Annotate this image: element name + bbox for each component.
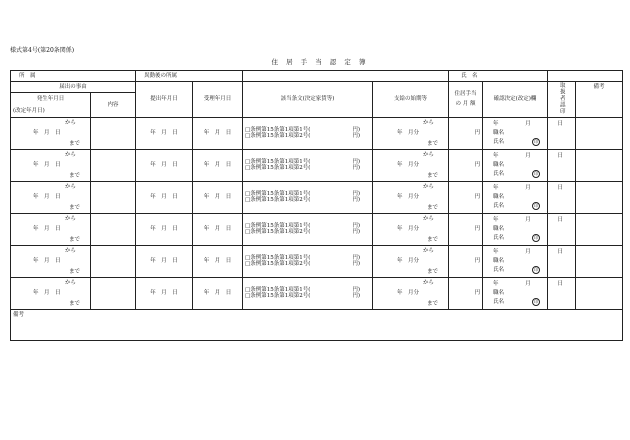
allowance-register-table: [10, 70, 623, 341]
clause-option-1-label: □条例第15条第1項第1号(: [245, 287, 311, 293]
position-label: 職名: [493, 130, 505, 137]
receipt-ymd: 年 月 日: [203, 226, 232, 233]
occurrence-date-cell[interactable]: [11, 277, 91, 309]
name-label-small: 氏名: [493, 235, 505, 242]
monthly-amount-yen: 円: [474, 194, 481, 201]
period-from-label: から: [423, 183, 435, 190]
period-from-label: から: [423, 151, 435, 158]
confirm-month: 月: [525, 121, 531, 128]
confirm-year: 年: [493, 281, 499, 288]
revision-date-label: (改定年月日): [13, 107, 45, 114]
confirm-year: 年: [493, 217, 499, 224]
to-label: まで: [68, 140, 80, 147]
confirm-position: [493, 225, 545, 234]
to-label: まで: [68, 268, 80, 275]
submission-ymd: 年 月 日: [150, 290, 178, 297]
remarks-cell[interactable]: [576, 117, 623, 149]
receipt-date-cell[interactable]: [193, 213, 243, 245]
clause-option-1-label: □条例第15条第1項第1号(: [245, 127, 311, 133]
confirm-year: 年: [493, 249, 499, 256]
period-to-label: まで: [427, 268, 439, 275]
affiliation-row: [11, 71, 623, 82]
confirm-name: [493, 170, 545, 179]
period-to-label: まで: [427, 300, 439, 307]
handler-seal-label: 取扱者認印: [558, 82, 565, 115]
period-from-label: から: [423, 247, 435, 254]
period-ym: 年 月分: [397, 290, 420, 297]
from-label: から: [64, 183, 76, 190]
confirmation-cell[interactable]: [483, 277, 564, 309]
clause-cell: [243, 245, 373, 277]
confirmation-cell[interactable]: [483, 117, 564, 149]
submission-date-cell[interactable]: [136, 277, 193, 309]
data-rows: [11, 117, 623, 309]
period-to-label: まで: [427, 236, 439, 243]
content-cell[interactable]: [91, 181, 136, 213]
clause-header: 該当条文(決定家賃等): [243, 82, 373, 118]
monthly-amount-cell[interactable]: [449, 181, 483, 213]
clause-cell: [243, 213, 373, 245]
to-label: まで: [68, 236, 80, 243]
monthly-amount-cell[interactable]: [449, 277, 483, 309]
clause-option-2[interactable]: [245, 197, 370, 203]
receipt-date-cell[interactable]: [193, 277, 243, 309]
handler-seal-header: [548, 82, 576, 118]
monthly-amount-yen: 円: [474, 258, 481, 265]
from-label: から: [64, 247, 76, 254]
confirmation-cell[interactable]: [483, 213, 564, 245]
clause-option-1-label: □条例第15条第1項第1号(: [245, 255, 311, 261]
clause-option-2[interactable]: [245, 133, 370, 139]
confirm-day: 日: [557, 153, 564, 160]
monthly-amount-cell[interactable]: [449, 245, 483, 277]
name-label-small: 氏名: [493, 299, 505, 306]
clause-option-1-yen: 円): [352, 287, 361, 293]
confirmation-header: 確認決定(改定)欄: [483, 82, 548, 118]
occurrence-ymd: 年 月 日: [33, 258, 61, 265]
from-label: から: [64, 279, 76, 286]
confirm-position: [493, 289, 545, 298]
occurrence-date-cell[interactable]: [11, 117, 91, 149]
confirm-position: [493, 161, 545, 170]
submission-date-cell[interactable]: [136, 117, 193, 149]
confirm-position: [493, 129, 545, 138]
monthly-amount-header: [449, 82, 483, 118]
remarks-header: 備考: [576, 82, 623, 118]
period-ym: 年 月分: [397, 258, 420, 265]
payment-start-cell[interactable]: [373, 277, 449, 309]
clause-option-2[interactable]: [245, 261, 370, 267]
seal-icon: 印: [534, 139, 539, 145]
confirm-name: [493, 202, 545, 211]
clause-option-2-label: □条例第15条第1項第2号(: [245, 165, 311, 172]
clause-option-2-yen: 円): [352, 165, 361, 172]
content-cell[interactable]: [91, 117, 136, 149]
clause-cell: [243, 117, 373, 149]
confirm-day: 日: [557, 249, 564, 256]
clause-option-2-yen: 円): [352, 293, 361, 300]
seal-icon: 印: [534, 267, 539, 273]
clause-option-1-yen: 円): [352, 127, 361, 133]
confirm-year: 年: [493, 153, 499, 160]
occurrence-date-cell[interactable]: [11, 149, 91, 181]
confirm-month: 月: [525, 153, 531, 160]
name-label-small: 氏名: [493, 203, 505, 210]
footer-remarks-cell[interactable]: [11, 309, 623, 340]
monthly-amount-cell[interactable]: [449, 213, 483, 245]
confirm-month: 月: [525, 249, 531, 256]
seal-icon: 印: [534, 203, 539, 209]
occurrence-ymd: 年 月 日: [33, 194, 61, 201]
monthly-amount-cell[interactable]: [449, 117, 483, 149]
position-label: 職名: [493, 290, 505, 297]
clause-option-1-yen: 円): [352, 159, 361, 165]
clause-option-1-label: □条例第15条第1項第1号(: [245, 191, 311, 197]
remarks-cell[interactable]: [576, 213, 623, 245]
period-to-label: まで: [427, 204, 439, 211]
clause-cell: [243, 277, 373, 309]
confirm-name: [493, 138, 545, 147]
submission-date-cell[interactable]: [136, 245, 193, 277]
monthly-amount-line2: の 月 額: [455, 101, 476, 108]
footer-remarks-label: 備考: [13, 311, 25, 318]
occurrence-ymd: 年 月 日: [33, 290, 61, 297]
name-label: 氏 名: [461, 72, 478, 79]
footer-remarks-row: [11, 309, 623, 340]
header-row-1: [11, 82, 623, 93]
confirm-day: 日: [557, 185, 564, 192]
name-label-small: 氏名: [493, 171, 505, 178]
confirm-month: 月: [525, 281, 531, 288]
clause-option-1-label: □条例第15条第1項第1号(: [245, 223, 311, 229]
blank-affiliation-cell[interactable]: [243, 71, 449, 82]
position-label: 職名: [493, 258, 505, 265]
confirm-position: [493, 257, 545, 266]
period-to-label: まで: [427, 172, 439, 179]
receipt-ymd: 年 月 日: [203, 130, 232, 137]
name-value-cell[interactable]: [548, 71, 623, 82]
period-from-label: から: [423, 279, 435, 286]
occurrence-date-cell[interactable]: [11, 213, 91, 245]
submission-ymd: 年 月 日: [150, 194, 178, 201]
affiliation-cell[interactable]: [11, 71, 136, 82]
from-label: から: [64, 151, 76, 158]
clause-cell: [243, 149, 373, 181]
monthly-amount-line1: 住居手当: [454, 91, 477, 98]
confirm-name: [493, 298, 545, 307]
confirm-day: 日: [557, 281, 564, 288]
remarks-cell[interactable]: [576, 245, 623, 277]
confirm-day: 日: [557, 121, 564, 128]
period-from-label: から: [423, 119, 435, 126]
position-label: 職名: [493, 194, 505, 201]
remarks-cell[interactable]: [576, 181, 623, 213]
to-label: まで: [68, 172, 80, 179]
monthly-amount-yen: 円: [474, 162, 481, 169]
payment-start-cell[interactable]: [373, 117, 449, 149]
confirm-day: 日: [557, 217, 564, 224]
clause-option-2-yen: 円): [352, 261, 361, 268]
submission-date-header: 提出年月日: [136, 82, 193, 118]
content-cell[interactable]: [91, 213, 136, 245]
payment-start-cell[interactable]: [373, 181, 449, 213]
clause-option-1-yen: 円): [352, 191, 361, 197]
clause-option-2[interactable]: [245, 229, 370, 235]
clause-option-2-yen: 円): [352, 133, 361, 140]
confirm-year: 年: [493, 185, 499, 192]
occurrence-ymd: 年 月 日: [33, 226, 61, 233]
submission-date-cell[interactable]: [136, 213, 193, 245]
name-label-small: 氏名: [493, 139, 505, 146]
clause-option-2-label: □条例第15条第1項第2号(: [245, 293, 311, 300]
monthly-amount-yen: 円: [474, 290, 481, 297]
occurrence-date-header: [11, 93, 91, 118]
receipt-date-header: 受理年月日: [193, 82, 243, 118]
period-ym: 年 月分: [397, 226, 420, 233]
receipt-ymd: 年 月 日: [203, 194, 232, 201]
clause-option-2-yen: 円): [352, 229, 361, 236]
monthly-amount-yen: 円: [474, 226, 481, 233]
seal-icon: 印: [534, 235, 539, 241]
to-label: まで: [68, 300, 80, 307]
payment-start-header: 支給の始期等: [373, 82, 449, 118]
document-title: 住 居 手 当 認 定 簿: [271, 58, 369, 66]
submission-date-cell[interactable]: [136, 149, 193, 181]
confirm-position: [493, 193, 545, 202]
period-ym: 年 月分: [397, 130, 420, 137]
content-header: 内容: [91, 93, 136, 118]
payment-start-cell[interactable]: [373, 149, 449, 181]
submission-date-cell[interactable]: [136, 181, 193, 213]
occurrence-ymd: 年 月 日: [33, 130, 61, 137]
form-number: 様式第4号(第20条関係): [10, 47, 75, 54]
name-label-small: 氏名: [493, 267, 505, 274]
period-from-label: から: [423, 215, 435, 222]
clause-option-1-yen: 円): [352, 255, 361, 261]
register-row: [11, 277, 623, 309]
confirmation-cell[interactable]: [483, 149, 564, 181]
clause-option-2[interactable]: [245, 293, 370, 299]
receipt-date-cell[interactable]: [193, 149, 243, 181]
payment-start-cell[interactable]: [373, 213, 449, 245]
confirmation-cell[interactable]: [483, 245, 564, 277]
confirm-month: 月: [525, 217, 531, 224]
seal-icon: 印: [534, 299, 539, 305]
register-row: [11, 245, 623, 277]
register-row: [11, 149, 623, 181]
clause-option-1-label: □条例第15条第1項第1号(: [245, 159, 311, 165]
new-affiliation-cell[interactable]: [136, 71, 243, 82]
confirmation-cell[interactable]: [483, 181, 564, 213]
position-label: 職名: [493, 162, 505, 169]
confirm-name: [493, 266, 545, 275]
occurrence-ymd: 年 月 日: [33, 162, 61, 169]
content-cell[interactable]: [91, 277, 136, 309]
remarks-cell[interactable]: [576, 277, 623, 309]
register-row: [11, 117, 623, 149]
new-affiliation-label: 異動後の所属: [144, 72, 178, 79]
from-label: から: [64, 215, 76, 222]
period-ym: 年 月分: [397, 162, 420, 169]
confirm-month: 月: [525, 185, 531, 192]
clause-option-1-yen: 円): [352, 223, 361, 229]
occurrence-date-cell[interactable]: [11, 181, 91, 213]
submission-ymd: 年 月 日: [150, 130, 178, 137]
clause-option-2-label: □条例第15条第1項第2号(: [245, 133, 311, 140]
content-cell[interactable]: [91, 149, 136, 181]
monthly-amount-yen: 円: [474, 130, 481, 137]
clause-cell: [243, 181, 373, 213]
payment-start-cell[interactable]: [373, 245, 449, 277]
reason-group-header: 届出の事由: [11, 82, 136, 93]
occurrence-date-cell[interactable]: [11, 245, 91, 277]
receipt-ymd: 年 月 日: [203, 290, 232, 297]
submission-ymd: 年 月 日: [150, 226, 178, 233]
register-row: [11, 213, 623, 245]
from-label: から: [64, 119, 76, 126]
receipt-date-cell[interactable]: [193, 245, 243, 277]
register-row: [11, 181, 623, 213]
confirm-year: 年: [493, 121, 499, 128]
seal-icon: 印: [534, 171, 539, 177]
position-label: 職名: [493, 226, 505, 233]
submission-ymd: 年 月 日: [150, 162, 178, 169]
clause-option-2-label: □条例第15条第1項第2号(: [245, 197, 311, 204]
submission-ymd: 年 月 日: [150, 258, 178, 265]
to-label: まで: [68, 204, 80, 211]
receipt-date-cell[interactable]: [193, 181, 243, 213]
clause-option-2[interactable]: [245, 165, 370, 171]
period-ym: 年 月分: [397, 194, 420, 201]
period-to-label: まで: [427, 140, 439, 147]
content-cell[interactable]: [91, 245, 136, 277]
remarks-cell[interactable]: [576, 149, 623, 181]
occurrence-date-label: 発生年月日: [36, 96, 65, 103]
name-label-cell: [449, 71, 548, 82]
receipt-ymd: 年 月 日: [203, 258, 232, 265]
clause-option-2-label: □条例第15条第1項第2号(: [245, 229, 311, 236]
clause-option-2-yen: 円): [352, 197, 361, 204]
receipt-ymd: 年 月 日: [203, 162, 232, 169]
clause-option-2-label: □条例第15条第1項第2号(: [245, 261, 311, 268]
confirm-name: [493, 234, 545, 243]
receipt-date-cell[interactable]: [193, 117, 243, 149]
affiliation-label: 所 属: [19, 72, 36, 79]
monthly-amount-cell[interactable]: [449, 149, 483, 181]
